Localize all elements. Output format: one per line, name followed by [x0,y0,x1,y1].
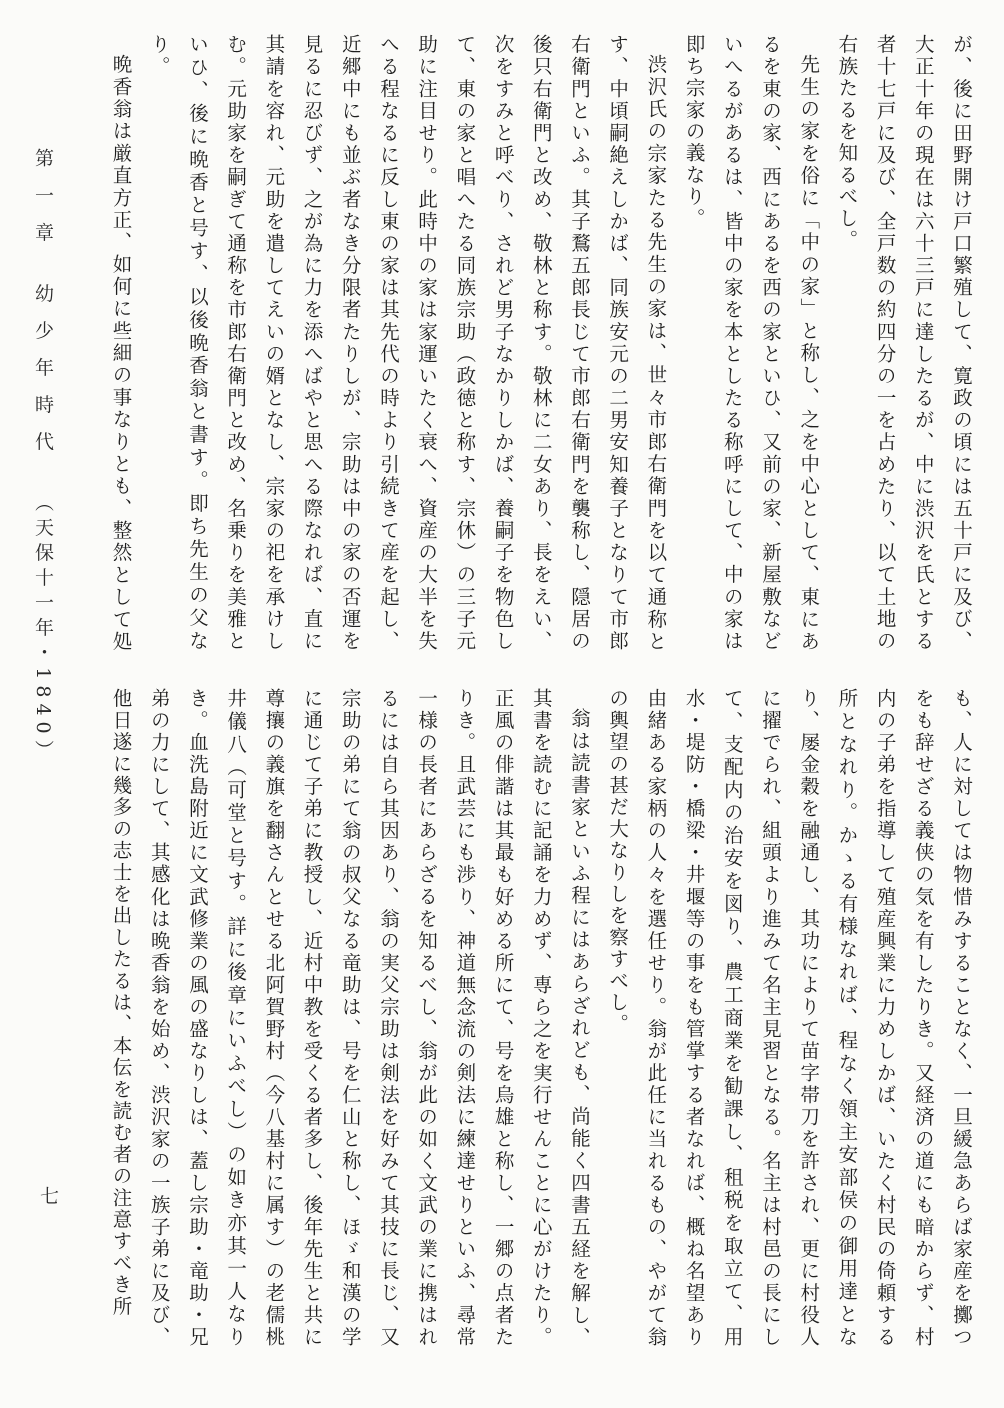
paragraph: 先生の家を俗に「中の家」と称し、之を中心として、東にあるを東の家、西にあるを西の家といひ、又前の家、新屋敷などいへるがあるは、皆中の家を本としたる称呼にして、中の家は即ち宗家の義なり。 [682,34,821,652]
lower-text-block [100,688,980,1348]
paragraph: 翁は読書家といふ程にはあらざれども、尚能く四書五経を解し、其書を読むに記誦を力めず、専ら之を実行せんことに心がけたり。正風の俳諧は其最も好める所にて、号を烏雄と称し、一郷の点者たりき。且武芸にも渉り、神道無念流の剣法に練達せりといふ、尋常一様の長者にあらざるを知るべし、翁が此の如く文武の業に携はれるには自ら其因あり、翁の実父宗助は剣法を好みて其技に長じ、又宗助の弟にて翁の叔父なる竜助は、号を仁山と称し、ほゞ和漢の学に通じて子弟に教授し、近村中教を受くる者多し、後年先生と共に尊攘の義旗を翻さんとせる北阿賀野村（今八基村に属す）の老儒桃井儀八（可堂と号す。詳に後章にいふべし）の如き亦其一人なりき。血洗島附近に文武修業の風の盛なりしは、蓋し宗助・竜助・兄弟の力にして、其感化は晩香翁を始め、渋沢家の一族子弟に及び、他日遂に幾多の志士を出したるは、本伝を読む者の注意すべき所 [109,688,591,1348]
era-note: （天保十一年・1840） [32,492,54,765]
paragraph: が、後に田野開け戸口繁殖して、寛政の頃には五十戸に及び、大正十年の現在は六十三戸に達したるが、中に渋沢を氏とする者十七戸に及び、全戸数の約四分の一を占めたり、以て土地の右族たるを知るべし。 [835,34,973,652]
paragraph: 晩香翁は厳直方正、如何に些細の事なりとも、整然として処 [109,53,133,652]
chapter-label: 第 一 章 [32,148,54,248]
page-number: 七 [37,1186,59,1205]
paragraph: も、人に対しては物惜みすることなく、一旦緩急あらば家産を擲つをも辞せざる義侠の気を有したりき。又経済の道にも暗からず、村内の子弟を指導して殖産興業に力めしかば、いたく村民の倚頼する所となれり。かゝる有様なれば、程なく領主安部侯の御用達となり、屡金穀を融通し、其功によりて苗字帯刀を許され、更に村役人に擢でられ、組頭より進みて名主見習となる。名主は村邑の長にして、支配内の治安を図り、農工商業を勧課し、租税を取立て、用水・堤防・橋梁・井堰等の事をも管掌する者なれば、概ね名望あり由緒ある家柄の人々を選任せり。翁が此任に当れるもの、やがて翁の輿望の甚だ大なりしを察すべし。 [606,688,973,1348]
chapter-title: 幼 少 年 時 代 [32,283,54,457]
running-head [26,148,60,765]
upper-text-block [100,34,980,652]
paragraph: 渋沢氏の宗家たる先生の家は、世々市郎右衛門を以て通称とす、中頃嗣絶えしかば、同族安元の二男安知養子となりて市郎右衛門といふ。其子鶩五郎長じて市郎右衛門を襲称し、隠居の後只右衛門と改め、敬林と称す。敬林に二女あり、長をえい、次をすみと呼べり、されど男子なかりしかば、養嗣子を物色して、東の家と唱へたる同族宗助（政徳と称す、宗休）の三子元助に注目せり。此時中の家は家運いたく衰へ、資産の大半を失へる程なるに反し東の家は其先代の時より引続きて産を起し、近郷中にも並ぶ者なき分限者たりしが、宗助は中の家の否運を見るに忍びず、之が為に力を添へばやと思へる際なれば、直に其請を容れ、元助を遣してえいの婿となし、宗家の祀を承けしむ。元助家を嗣ぎて通称を市郎右衛門と改め、名乗りを美雅といひ、後に晩香と号す、以後晩香翁と書す。即ち先生の父なり。 [147,34,668,652]
